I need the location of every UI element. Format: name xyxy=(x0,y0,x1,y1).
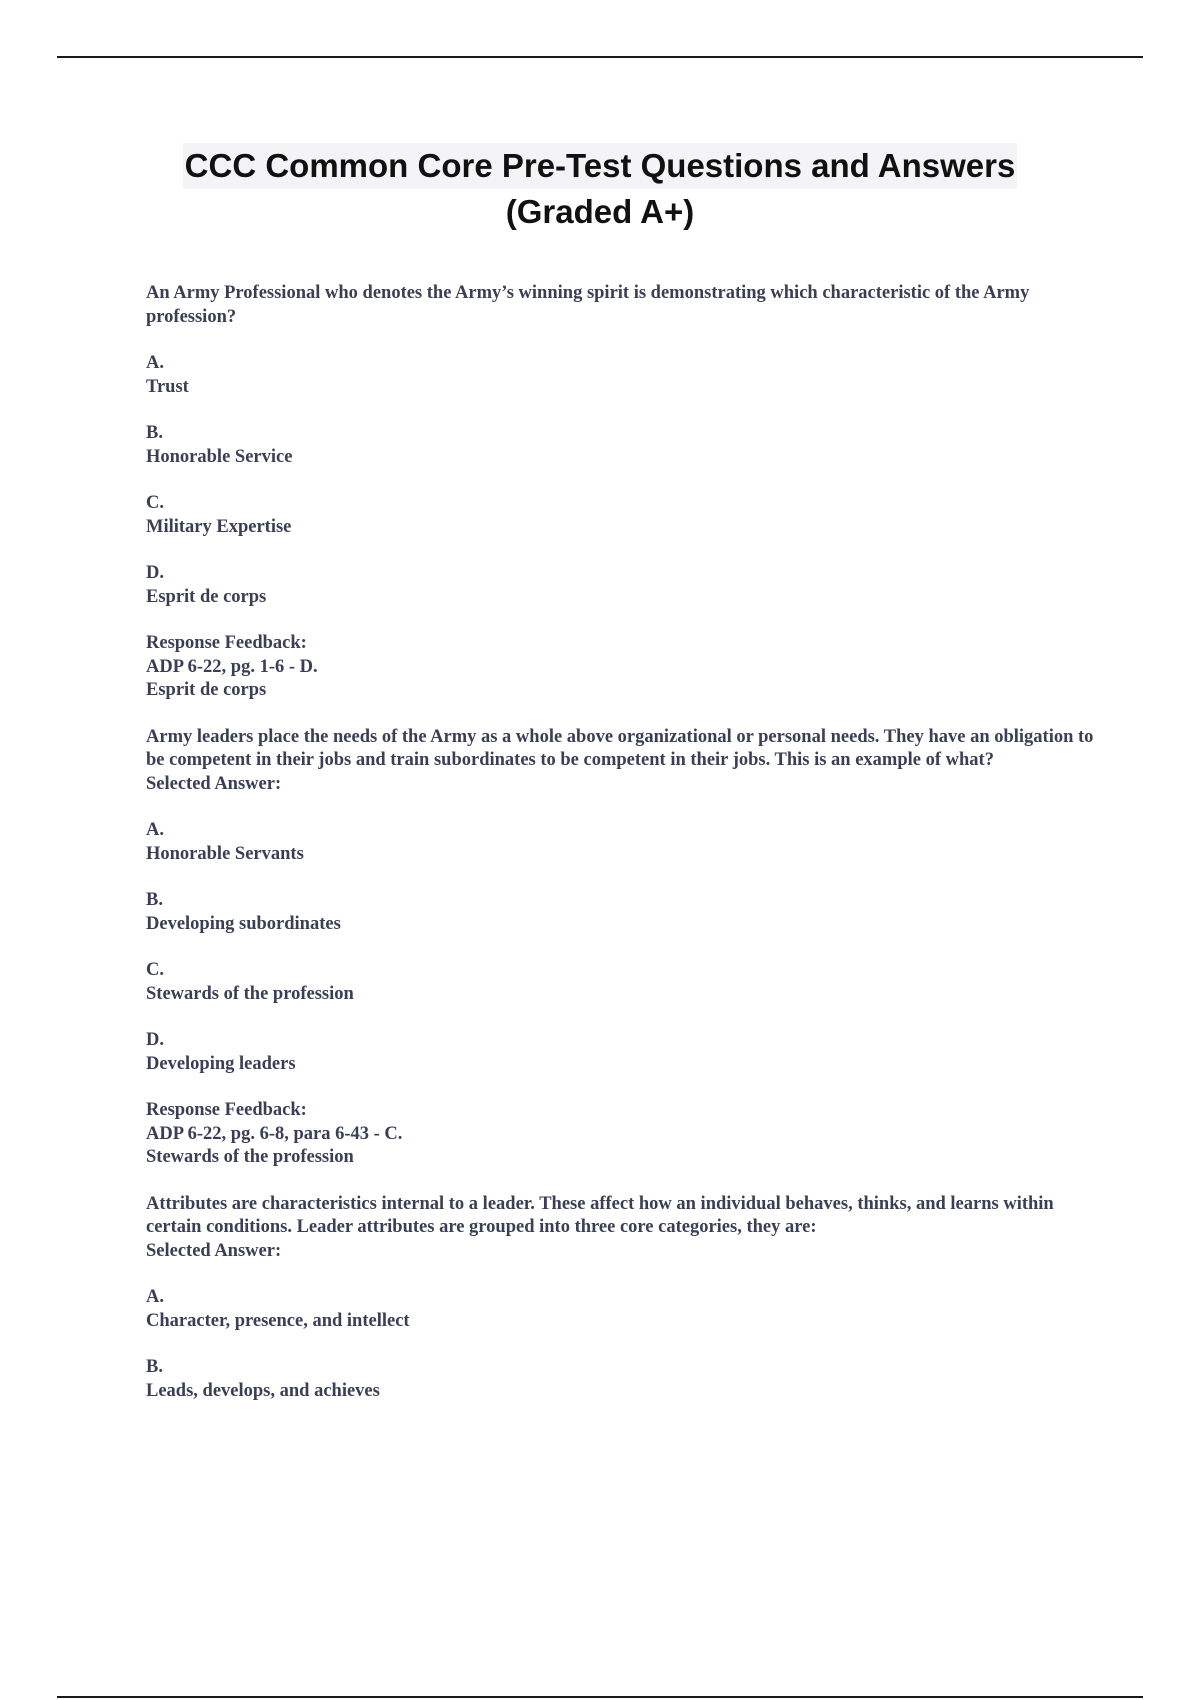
option-text: Military Expertise xyxy=(146,516,292,537)
option-b xyxy=(146,422,1096,469)
feedback-label: Response Feedback: xyxy=(146,1100,307,1120)
option-b xyxy=(146,1356,1096,1403)
document-body xyxy=(146,282,1096,1426)
title-line-2: (Graded A+) xyxy=(505,193,695,230)
feedback-reference: ADP 6-22, pg. 1-6 - D. xyxy=(146,656,318,677)
title-line-1: CCC Common Core Pre-Test Questions and Answers xyxy=(183,143,1018,189)
option-a xyxy=(146,1286,1096,1333)
feedback-reference: ADP 6-22, pg. 6-8, para 6-43 - C. xyxy=(146,1123,403,1144)
response-feedback xyxy=(146,632,1096,703)
option-d xyxy=(146,562,1096,609)
option-text: Honorable Service xyxy=(146,446,293,467)
option-c xyxy=(146,959,1096,1006)
option-letter: A. xyxy=(146,353,164,373)
option-d xyxy=(146,1029,1096,1076)
question-header xyxy=(146,1193,1096,1264)
option-letter: B. xyxy=(146,890,163,910)
option-letter: C. xyxy=(146,960,164,980)
option-letter: A. xyxy=(146,820,164,840)
question-text: Attributes are characteristics internal to a leader. These affect how an individual behaves, thinks, and learns within certain conditions. Leader attributes are grouped into three core categories, they are: xyxy=(146,1193,1054,1237)
option-text: Leads, develops, and achieves xyxy=(146,1380,380,1401)
feedback-label: Response Feedback: xyxy=(146,633,307,653)
question-text: Army leaders place the needs of the Army as a whole above organizational or personal needs. They have an obligation to be competent in their jobs and train subordinates to be competent in their jobs. This is an example of what? xyxy=(146,726,1094,770)
question-3 xyxy=(146,1193,1096,1404)
question-2 xyxy=(146,726,1096,1170)
option-letter: A. xyxy=(146,1287,164,1307)
option-text: Trust xyxy=(146,376,189,397)
option-letter: D. xyxy=(146,563,164,583)
option-letter: D. xyxy=(146,1030,164,1050)
question-header xyxy=(146,726,1096,797)
selected-answer-label: Selected Answer: xyxy=(146,1240,282,1261)
option-text: Character, presence, and intellect xyxy=(146,1310,410,1331)
bottom-rule xyxy=(57,1696,1143,1698)
option-text: Esprit de corps xyxy=(146,586,267,607)
option-a xyxy=(146,819,1096,866)
question-text: An Army Professional who denotes the Army’s winning spirit is demonstrating which characteristic of the Army profession? xyxy=(146,283,1030,327)
option-text: Stewards of the profession xyxy=(146,983,354,1004)
option-a xyxy=(146,352,1096,399)
option-text: Developing subordinates xyxy=(146,913,341,934)
top-rule xyxy=(57,56,1143,58)
question-1 xyxy=(146,282,1096,703)
option-letter: B. xyxy=(146,1357,163,1377)
feedback-answer: Esprit de corps xyxy=(146,680,267,700)
option-b xyxy=(146,889,1096,936)
option-text: Honorable Servants xyxy=(146,843,304,864)
option-letter: C. xyxy=(146,493,164,513)
option-text: Developing leaders xyxy=(146,1053,296,1074)
page-title xyxy=(100,143,1100,235)
option-letter: B. xyxy=(146,423,163,443)
feedback-answer: Stewards of the profession xyxy=(146,1147,354,1167)
option-c xyxy=(146,492,1096,539)
selected-answer-label: Selected Answer: xyxy=(146,773,282,794)
response-feedback xyxy=(146,1099,1096,1170)
